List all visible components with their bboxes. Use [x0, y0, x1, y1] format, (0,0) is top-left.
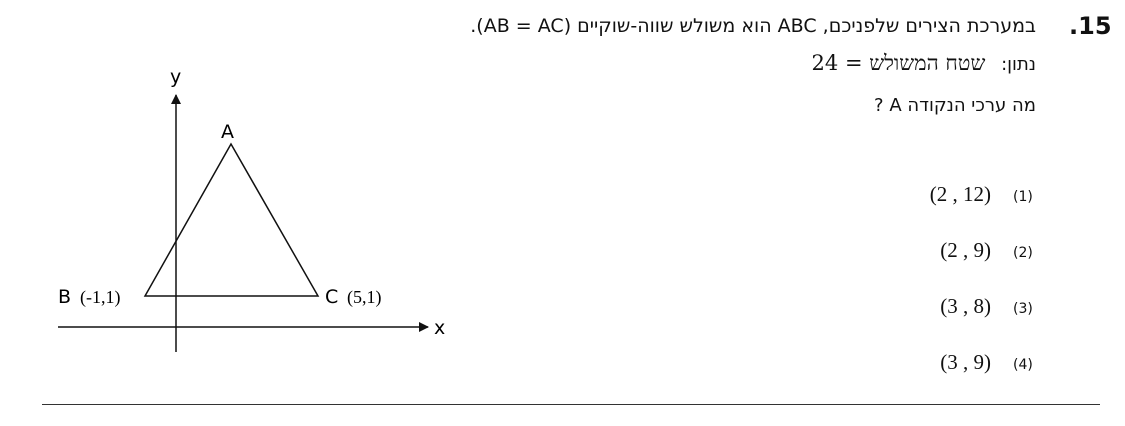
given-line — [812, 50, 1036, 78]
bottom-divider — [42, 404, 1100, 405]
question-prompt: מה ערכי הנקודה A ? — [874, 95, 1036, 116]
given-text: שטח המשולש = 24 — [811, 51, 986, 75]
vertex-c-label: C — [325, 286, 339, 308]
answer-option-3-number: (3) — [1013, 301, 1033, 317]
x-axis-label: x — [434, 317, 446, 339]
answer-option-2-number: (2) — [1013, 245, 1033, 261]
answer-option-4-value: (3 , 9) — [940, 350, 991, 374]
vertex-b-label: B — [58, 286, 72, 308]
question-statement: במערכת הצירים שלפניכם, ABC הוא משולש שווה-שוקיים (AB = AC). — [470, 15, 1036, 37]
vertex-a-label: A — [221, 121, 234, 143]
answer-option-1-value: (2 , 12) — [929, 182, 991, 206]
answer-option-2-value: (2 , 9) — [940, 238, 991, 262]
question-number: .15 — [1069, 12, 1112, 40]
answer-option-4[interactable] — [940, 348, 1033, 376]
vertex-c-coords: (5,1) — [347, 287, 382, 307]
coordinate-diagram — [0, 0, 500, 400]
y-axis-label: y — [170, 66, 182, 88]
answer-option-4-number: (4) — [1013, 357, 1033, 373]
answer-option-1[interactable] — [930, 180, 1033, 208]
given-label: נתון: — [1001, 54, 1036, 75]
answer-option-1-number: (1) — [1013, 189, 1033, 205]
answer-option-3[interactable] — [940, 292, 1033, 320]
answer-option-2[interactable] — [940, 236, 1033, 264]
answer-option-3-value: (3 , 8) — [940, 294, 991, 318]
vertex-b-coords: (-1,1) — [80, 287, 121, 307]
triangle-abc — [145, 144, 318, 296]
